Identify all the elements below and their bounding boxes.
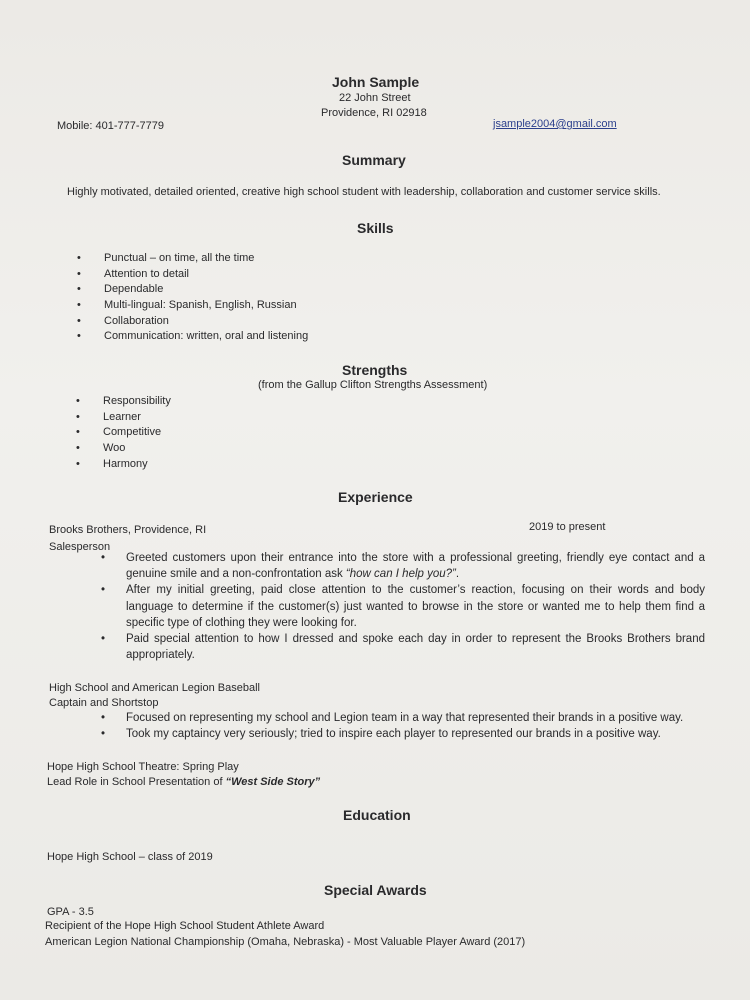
list-item: • Competitive bbox=[76, 425, 171, 441]
education-text: Hope High School – class of 2019 bbox=[47, 851, 213, 863]
activity-role: Captain and Shortstop bbox=[49, 697, 159, 709]
strengths-subtitle: (from the Gallup Clifton Strengths Assessment) bbox=[258, 379, 488, 391]
job-org: Brooks Brothers, Providence, RI bbox=[49, 524, 207, 536]
list-item bbox=[101, 550, 705, 582]
bullet-text: Greeted customers upon their entrance into the store with a professional greeting, friendly eye contact and a genuine smile and a non-confrontation ask bbox=[126, 552, 705, 581]
list-item: • Dependable bbox=[77, 282, 308, 298]
summary-heading: Summary bbox=[342, 152, 406, 168]
experience-heading: Experience bbox=[338, 489, 413, 505]
candidate-name: John Sample bbox=[332, 74, 420, 90]
list-item: • Attention to detail bbox=[77, 267, 308, 283]
bullet-punctuation: . bbox=[455, 568, 460, 581]
award-item: Recipient of the Hope High School Student Athlete Award bbox=[45, 920, 325, 932]
quote-text: “how can I help you?” bbox=[345, 568, 456, 581]
summary-text: Highly motivated, detailed oriented, creative high school student with leadership, collaboration and customer service skills. bbox=[67, 186, 661, 198]
list-item: • Focused on representing my school and Legion team in a way that represented their brands in a positive way. bbox=[101, 710, 683, 726]
strengths-heading: Strengths bbox=[342, 362, 408, 378]
email-link[interactable]: jsample2004@gmail.com bbox=[493, 118, 617, 130]
list-item: • Took my captaincy very seriously; tried to inspire each player to represented our brands in a positive way. bbox=[101, 726, 683, 742]
activity-bullets bbox=[101, 710, 683, 742]
list-item: • Learner bbox=[76, 410, 171, 426]
award-item: American Legion National Championship (Omaha, Nebraska) - Most Valuable Player Award (2017) bbox=[45, 936, 526, 948]
theatre-role-text: Lead Role in School Presentation of bbox=[47, 776, 226, 788]
list-item: • After my initial greeting, paid close attention to the customer’s reaction, focusing on their words and body language to determine if the customer(s) just wanted to browse in the store or wanted me to help them find a specific type of clothing they were looking for. bbox=[101, 582, 705, 631]
awards-heading: Special Awards bbox=[324, 882, 427, 898]
strengths-list bbox=[76, 394, 171, 472]
list-item: • Multi-lingual: Spanish, English, Russian bbox=[77, 298, 308, 314]
city-address: Providence, RI 02918 bbox=[321, 107, 427, 119]
theatre-org: Hope High School Theatre: Spring Play bbox=[47, 761, 239, 773]
education-heading: Education bbox=[343, 807, 411, 823]
list-item: • Communication: written, oral and listening bbox=[77, 329, 308, 345]
job-bullets bbox=[101, 550, 705, 663]
list-item: • Woo bbox=[76, 441, 171, 457]
list-item: • Responsibility bbox=[76, 394, 171, 410]
theatre-role bbox=[47, 776, 320, 788]
play-title: “West Side Story” bbox=[225, 776, 321, 788]
list-item: • Punctual – on time, all the time bbox=[77, 251, 308, 267]
job-date: 2019 to present bbox=[529, 521, 606, 533]
skills-heading: Skills bbox=[357, 220, 394, 236]
list-item: • Paid special attention to how I dressed and spoke each day in order to represent the Brooks Brothers brand appropriately. bbox=[101, 631, 705, 663]
job-role: Salesperson bbox=[49, 541, 111, 553]
mobile-number: Mobile: 401-777-7779 bbox=[57, 120, 165, 132]
list-item: • Collaboration bbox=[77, 314, 308, 330]
activity-org: High School and American Legion Baseball bbox=[49, 682, 260, 694]
list-item: • Harmony bbox=[76, 457, 171, 473]
award-item: GPA - 3.5 bbox=[47, 906, 94, 918]
skills-list bbox=[77, 251, 308, 345]
street-address: 22 John Street bbox=[339, 92, 411, 104]
